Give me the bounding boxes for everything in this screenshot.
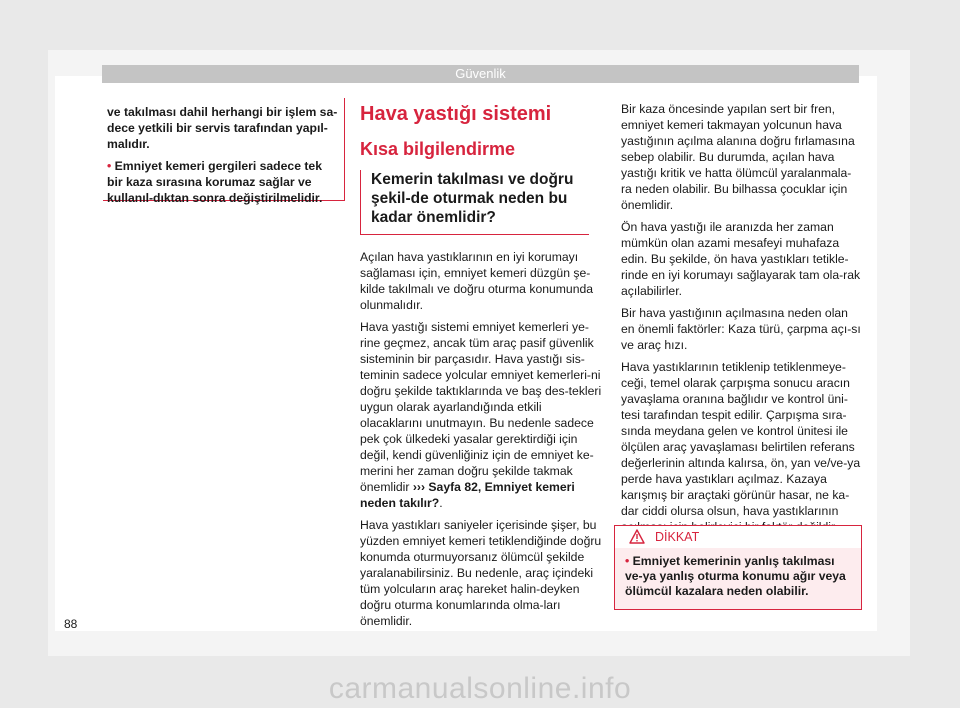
question-heading-box	[360, 170, 589, 235]
paragraph: Hava yastıklarının tetiklenip tetiklenmeye-ceği, temel olarak çarpışma sonucu aracın yavaşlama oranına bağlıdır ve kontrol üni-tesi tarafından tespit edilir. Çarpışma sıra-sında meydana gelen ve kontrol ünitesi ile ölçülen araç yavaşlaması belirtilen referans değerlerinin altında kalırsa, ön, yan ve/ve-ya perde hava yastıkları açılmaz. Kazaya karışmış bir araçtaki görünür hasar, ne ka-dar ciddi olursa olsun, hava yastıklarının	[621, 360, 861, 518]
bullet-icon: •	[625, 554, 630, 568]
warning-label: DİKKAT	[655, 530, 700, 544]
column-right	[621, 101, 861, 541]
question-heading: Kemerin takılması ve doğru şekil-de oturmak neden bu kadar önemlidir?	[371, 171, 574, 226]
warning-text-block	[615, 548, 861, 599]
paragraph-with-xref	[360, 319, 602, 511]
warning-text: Emniyet kemerinin yanlış takılması ve-ya yanlış oturma konumu ağır veya ölümcül kazalara neden olabilir.	[625, 554, 846, 598]
bullet-icon: •	[107, 159, 112, 173]
paragraph: Hava yastıkları saniyeler içerisinde şişer, bu yüzden emniyet kemeri tetiklendiğinde doğru konumda oturmuyorsanız ölümcül şekilde yaralanabilirsiniz. Bu nedenle, araç içindeki tüm yolcuların araç hareket halin-deyken doğru oturma konumlarında olma-ları önemlidir.	[360, 518, 602, 628]
paragraph: Açılan hava yastıklarının en iyi korumayı sağlaması için, emniyet kemeri düzgün şe-kilde takılmalı ve doğru oturma konumunda olunmalıdır.	[360, 250, 594, 312]
continued-text: ve takılması dahil herhangi bir işlem sa-dece yetkili bir servis tarafından yapıl-malıdır.	[107, 105, 338, 151]
watermark: carmanualsonline.info	[328, 672, 632, 705]
bullet-text: Emniyet kemeri gergileri sadece tek bir kaza sırasına korumaz sağlar ve kullanıl-dıktan sonra değiştirilmelidir.	[107, 159, 323, 205]
paragraph: Ön hava yastığı ile aranızda her zaman mümkün olan azami mesafeyi muhafaza edin. Bu şekilde, ön hava yastıkları tetikle-rinde en iyi korumayı sağlayarak tam ola-rak açılabilirler.	[621, 220, 861, 298]
page-number: 88	[64, 617, 78, 631]
column-left	[107, 104, 339, 212]
paragraph-end: .	[439, 496, 443, 510]
column-middle	[360, 102, 602, 635]
warning-header	[615, 526, 861, 548]
paragraph: Bir kaza öncesinde yapılan sert bir fren, emniyet kemeri takmayan yolcunun hava yastığının açılma alanına doğru fırlamasına sebep olabilir. Bu durumda, açılan hava yastığı kritik ve hatta ölümcül yaralanmala-ra neden olabilir. Bu bilhassa çocuklar için önemlidir.	[621, 102, 855, 212]
xref-arrow-icon: ›››	[412, 480, 426, 494]
paragraph-text: Hava yastığı sistemi emniyet kemerleri ye-rine geçmez, ancak tüm araç pasif güvenlik sisteminin bir parçasıdır. Hava yastığı sis-teminin sadece yolcular emniyet kemerleri-ni doğru şekilde taktıklarında ve baş des-tekleri uygun olarak ayarlandığında etkili olacaklarını unutmayın. Bu nedenle sadece pek çok ülkedeki yasalar gerektirdiği için değil, kendi güvenliğiniz için de emniyet ke-merini her zaman doğru şekilde takmak önemlidir	[360, 320, 602, 494]
page-header: Güvenlik	[102, 65, 859, 83]
section-subtitle: Kısa bilgilendirme	[360, 139, 516, 159]
warning-triangle-icon	[629, 529, 645, 544]
bullet-item	[107, 158, 339, 206]
section-title: Hava yastığı sistemi	[360, 103, 552, 125]
warning-box	[614, 525, 862, 610]
cross-reference-link[interactable]: Sayfa 82, Emniyet kemeri neden takılır?	[360, 480, 575, 510]
paragraph: Bir hava yastığının açılmasına neden olan en önemli faktörler: Kaza türü, çarpma açı-sı ve araç hızı.	[621, 306, 861, 352]
